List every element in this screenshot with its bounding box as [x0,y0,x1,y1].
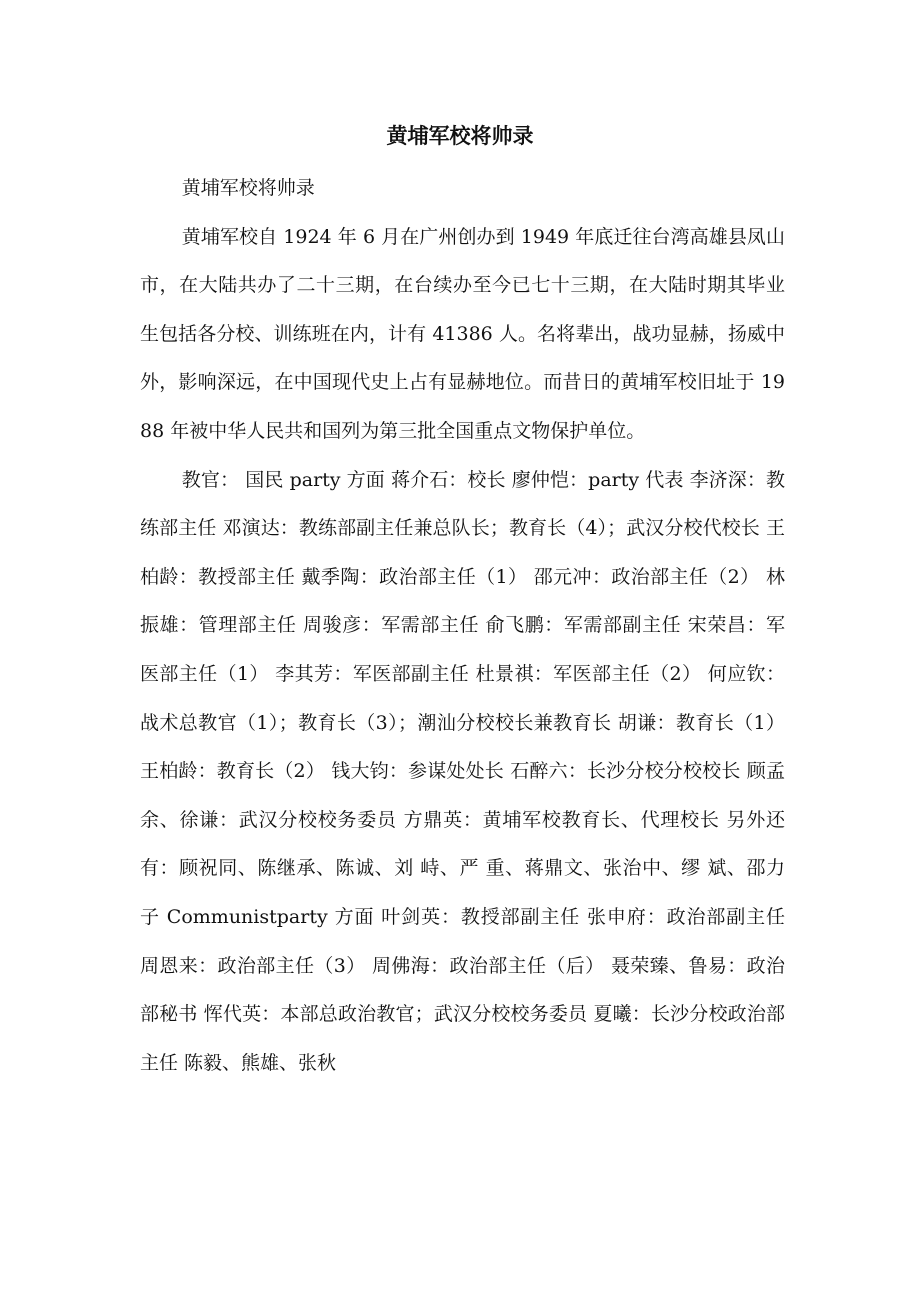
document-body [140,164,785,1087]
paragraph-introduction: 黄埔军校自 1924 年 6 月在广州创办到 1949 年底迁往台湾高雄县凤山市，在大陆共办了二十三期，在台续办至今已七十三期，在大陆时期其毕业生包括各分校、训练班在内，计有 41386 人。名将辈出，战功显赫，扬威中外，影响深远，在中国现代史上占有显赫地位。而昔日的黄埔军校旧址于 1988 年被中华人民共和国列为第三批全国重点文物保护单位。 [140,225,785,442]
paragraph-subtitle: 黄埔军校将帅录 [181,177,315,199]
paragraph-instructors: 教官： 国民 party 方面 蒋介石：校长 廖仲恺：party 代表 李济深：教练部主任 邓演达：教练部副主任兼总队长；教育长（4）；武汉分校代校长 王柏龄：教授部主任 戴季陶：政治部主任（1） 邵元冲：政治部主任（2） 林振雄：管理部主任 周骏彦：军需部主任 俞飞鹏：军需部副主任 宋荣昌：军医部主任（1） 李其芳：军医部副主任 杜景祺：军医部主任（2） 何应钦：战术总教官（1）；教育长（3）；潮汕分校校长兼教育长 胡谦：教育长（1） 王柏龄：教育长（2） 钱大钧：参谋处处长 石醉六：长沙分校分校校长 顾孟余、徐谦：武汉分校校务委员 方鼎英：黄埔军校教育长、代理校长 另外还有：顾祝同、陈继承、陈诚、刘 峙、严 重、蒋鼎文、张治中、缪 斌、邵力子 Communistparty 方面 叶剑英：教授部副主任 张申府：政治部副主任 周恩来：政治部主任（3） 周佛海：政治部主任（后） 聂荣臻、鲁易：政治部秘书 恽代英：本部总政治教官；武汉分校校务委员 夏曦：长沙分校政治部主任 陈毅、熊雄、张秋 [140,468,785,1074]
document-title: 黄埔军校将帅录 [386,123,534,148]
